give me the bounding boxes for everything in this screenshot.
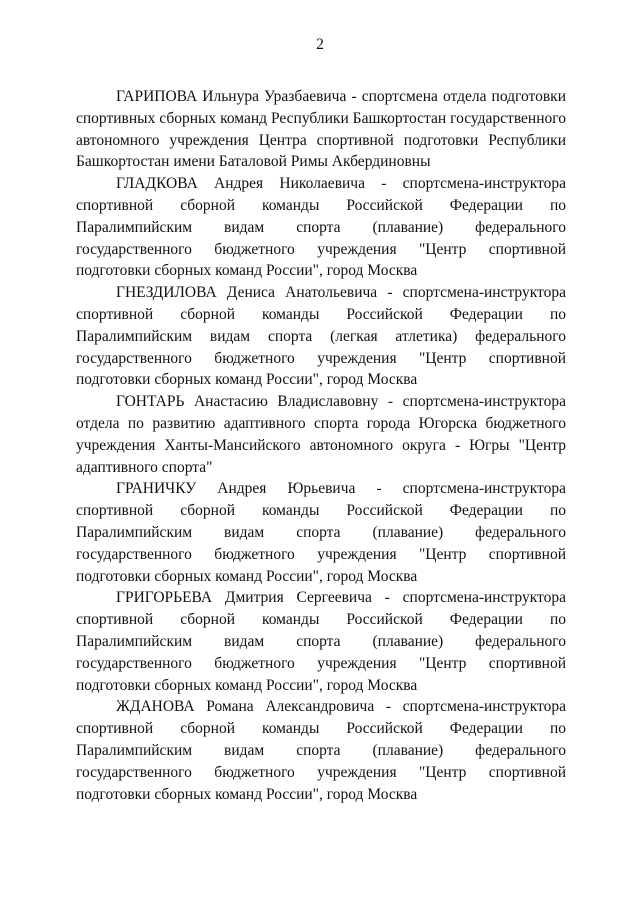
award-entry-paragraph: ЖДАНОВА Романа Александровича - спортсмена-инструктора спортивной сборной команды Российской Федерации по Паралимпийским видам спорта (плавание) федерального государственного бюджетного учреждения "Центр спортивной подготовки сборных команд России", город Москва (76, 698, 566, 803)
award-entry-paragraph: ГНЕЗДИЛОВА Дениса Анатольевича - спортсмена-инструктора спортивной сборной команды Российской Федерации по Паралимпийским видам спорта (легкая атлетика) федерального государственного бюджетного учреждения "Центр спортивной подготовки сборных команд России", город Москва (76, 284, 566, 389)
document-body (76, 86, 566, 805)
award-entry-paragraph: ГЛАДКОВА Андрея Николаевича - спортсмена-инструктора спортивной сборной команды Российской Федерации по Паралимпийским видам спорта (плавание) федерального государственного бюджетного учреждения "Центр спортивной подготовки сборных команд России", город Москва (76, 175, 566, 280)
page-number: 2 (316, 36, 324, 53)
award-entry-paragraph: ГРИГОРЬЕВА Дмитрия Сергеевича - спортсмена-инструктора спортивной сборной команды Российской Федерации по Паралимпийским видам спорта (плавание) федерального государственного бюджетного учреждения "Центр спортивной подготовки сборных команд России", город Москва (76, 589, 566, 694)
award-entry-paragraph: ГАРИПОВА Ильнура Уразбаевича - спортсмена отдела подготовки спортивных сборных команд Республики Башкортостан государственного автономного учреждения Центра спортивной подготовки Республики Башкортостан имени Баталовой Римы Акбердиновны (76, 88, 566, 171)
award-entry-paragraph: ГОНТАРЬ Анастасию Владиславовну - спортсмена-инструктора отдела по развитию адаптивного спорта города Югорска бюджетного учреждения Ханты-Мансийского автономного округа - Югры "Центр адаптивного спорта" (76, 393, 566, 476)
award-entry-paragraph: ГРАНИЧКУ Андрея Юрьевича - спортсмена-инструктора спортивной сборной команды Российской Федерации по Паралимпийским видам спорта (плавание) федерального государственного бюджетного учреждения "Центр спортивной подготовки сборных команд России", город Москва (76, 480, 566, 585)
